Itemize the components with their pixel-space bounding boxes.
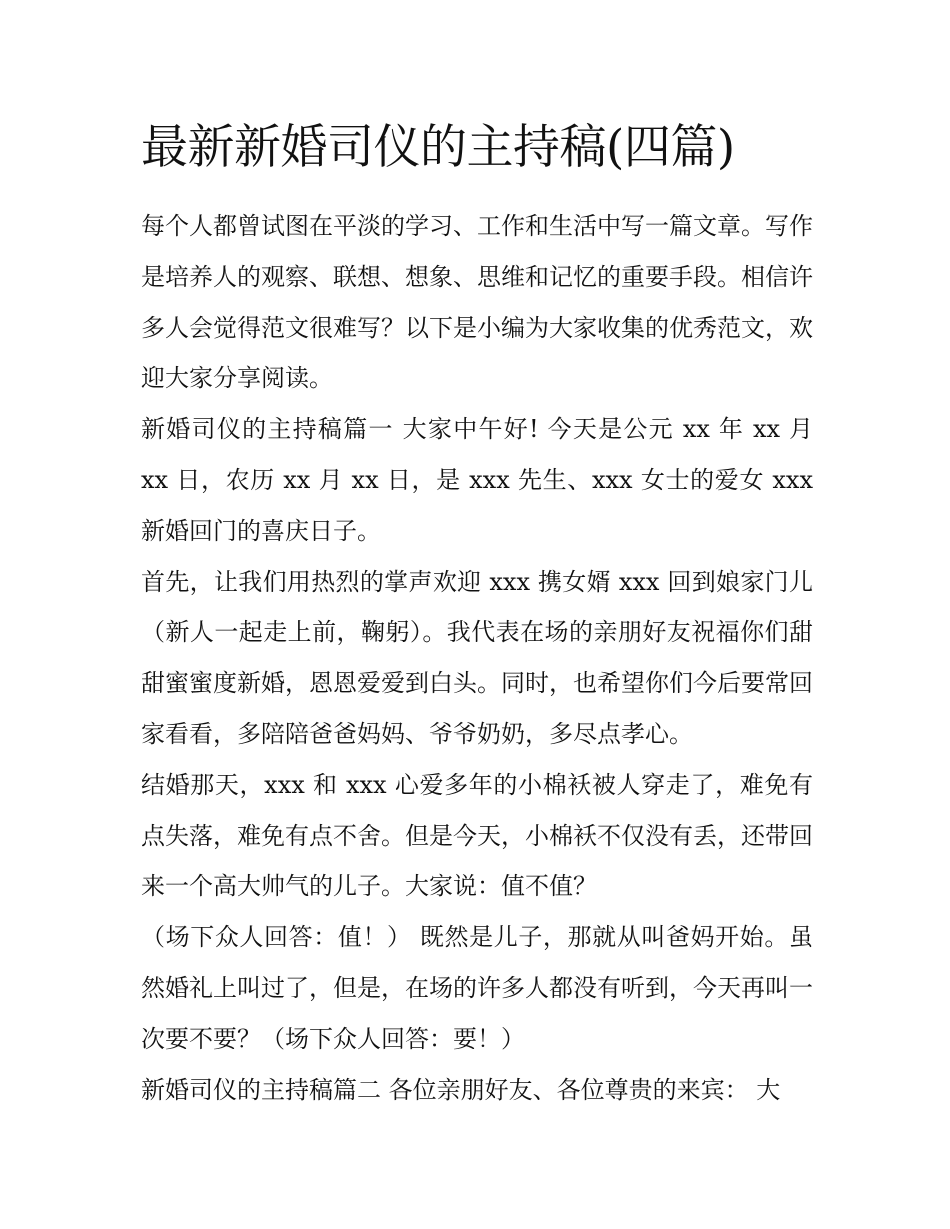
paragraph-audience-response: （场下众人回答：值！） 既然是儿子，那就从叫爸妈开始。虽然婚礼上叫过了，但是，在场的许多人都没有听到，今天再叫一次要不要？（场下众人回答：要！） (141, 923, 813, 1053)
paragraph-script-two-opening: 新婚司仪的主持稿篇二 各位亲朋好友、各位尊贵的来宾： 大 (141, 1075, 781, 1104)
document-page (141, 114, 813, 1115)
paragraph-welcome: 首先，让我们用热烈的掌声欢迎 xxx 携女婿 xxx 回到娘家门儿（新人一起走上前，鞠躬）。我代表在场的亲朋好友祝福你们甜甜蜜蜜度新婚，恩恩爱爱到白头。同时，也希望你们今后要常回家看看，多陪陪爸爸妈妈、爷爷奶奶，多尽点孝心。 (141, 567, 813, 748)
document-title: 最新新婚司仪的主持稿(四篇) (141, 120, 735, 175)
paragraph-intro: 每个人都曾试图在平淡的学习、工作和生活中写一篇文章。写作是培养人的观察、联想、想象、思维和记忆的重要手段。相信许多人会觉得范文很难写？以下是小编为大家收集的优秀范文，欢迎大家分享阅读。 (141, 212, 813, 393)
paragraph-script-one-opening: 新婚司仪的主持稿篇一 大家中午好! 今天是公元 xx 年 xx 月 xx 日，农历 xx 月 xx 日，是 xxx 先生、xxx 女士的爱女 xxx 新婚回门的喜庆日子。 (141, 415, 813, 545)
paragraph-wedding-day: 结婚那天，xxx 和 xxx 心爱多年的小棉袄被人穿走了，难免有点失落，难免有点不舍。但是今天，小棉袄不仅没有丢，还带回来一个高大帅气的儿子。大家说：值不值？ (141, 770, 813, 901)
